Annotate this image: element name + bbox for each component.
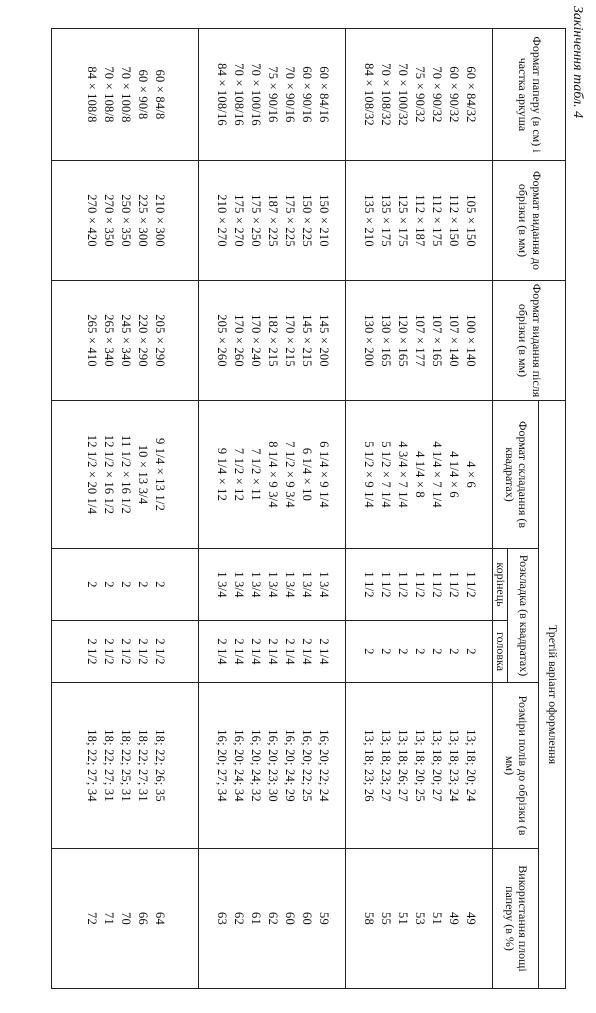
cell-line: 2 [429, 648, 444, 655]
cell-line: 2 1/4 [214, 638, 229, 665]
cell-line: 72 [84, 912, 99, 925]
cell-line: 100 × 140 [463, 314, 478, 367]
cell-line: 18; 22; 25; 31 [118, 729, 133, 802]
cell-line: 120 × 165 [395, 314, 410, 367]
cell-line: 135 × 210 [361, 194, 376, 247]
header-paper-usage: Використання площі паперу (в %) [493, 849, 539, 989]
cell-line: 16; 20; 24; 32 [248, 729, 263, 802]
cell-line: 4 1/4 × 6 [446, 451, 461, 498]
cell-line: 2 [152, 581, 167, 588]
cell-line: 1 3/4 [299, 571, 314, 598]
cell-line: 60 × 90/32 [446, 66, 461, 123]
cell-line: 13; 18; 23; 27 [378, 729, 393, 802]
cell-line: 1 1/2 [361, 571, 376, 598]
cell-line: 2 [101, 581, 116, 588]
cell-line: 112 × 150 [446, 194, 461, 247]
cell-line: 60 × 84/16 [316, 66, 331, 123]
cell-line: 2 1/4 [299, 638, 314, 665]
cell-line: 84 × 108/16 [214, 63, 229, 126]
cell-fold-format [199, 401, 346, 549]
cell-line: 135 × 175 [378, 194, 393, 247]
cell-paper-format [346, 29, 493, 161]
cell-line: 70 × 90/16 [282, 66, 297, 123]
cell-line: 130 × 200 [361, 314, 376, 367]
cell-line: 12 1/2 × 16 1/2 [101, 434, 116, 515]
cell-spine [52, 549, 199, 621]
cell-margins [52, 683, 199, 849]
cell-line: 2 [84, 581, 99, 588]
cell-line: 250 × 350 [118, 194, 133, 247]
cell-line: 16; 20; 22; 24 [316, 729, 331, 802]
cell-line: 2 [446, 648, 461, 655]
cell-line: 1 3/4 [231, 571, 246, 598]
cell-line: 84 × 108/8 [84, 66, 99, 123]
cell-line: 70 × 100/32 [395, 63, 410, 126]
cell-line: 2 [463, 648, 478, 655]
header-fold-format: Формат складання (в квадратах) [493, 401, 539, 549]
cell-line: 1 1/2 [412, 571, 427, 598]
table-body [52, 29, 493, 989]
cell-line: 2 [361, 648, 376, 655]
cell-line: 7 1/2 × 11 [248, 448, 263, 501]
cell-line: 107 × 165 [429, 314, 444, 367]
cell-paper-usage [52, 849, 199, 989]
cell-line: 107 × 177 [412, 314, 427, 367]
cell-line: 13; 18; 26; 27 [395, 729, 410, 802]
cell-fold-format [52, 401, 199, 549]
cell-line: 66 [135, 912, 150, 925]
cell-line: 2 [378, 648, 393, 655]
cell-line: 112 × 187 [412, 194, 427, 247]
cell-line: 1 1/2 [429, 571, 444, 598]
cell-line: 175 × 225 [282, 194, 297, 247]
cell-line: 16; 20; 22; 25 [299, 729, 314, 802]
cell-line: 175 × 270 [231, 194, 246, 247]
cell-line: 49 [463, 912, 478, 925]
cell-line: 4 1/4 × 7 1/4 [429, 441, 444, 508]
cell-line: 60 × 84/8 [152, 69, 167, 120]
cell-format-before-trim [52, 161, 199, 281]
cell-line: 4 3/4 × 7 1/4 [395, 441, 410, 508]
cell-paper-usage [346, 849, 493, 989]
cell-line: 2 1/4 [282, 638, 297, 665]
cell-line: 64 [152, 912, 167, 925]
cell-line: 105 × 150 [463, 194, 478, 247]
cell-line: 2 1/4 [316, 638, 331, 665]
cell-line: 13; 18; 23; 24 [446, 729, 461, 802]
cell-line: 130 × 165 [378, 314, 393, 367]
cell-line: 1 1/2 [446, 571, 461, 598]
cell-line: 125 × 175 [395, 194, 410, 247]
cell-line: 2 [395, 648, 410, 655]
cell-line: 70 × 100/8 [118, 66, 133, 123]
cell-line: 205 × 290 [152, 314, 167, 367]
cell-line: 210 × 300 [152, 194, 167, 247]
cell-line: 60 [299, 912, 314, 925]
cell-line: 18; 22; 27; 31 [101, 729, 116, 802]
cell-line: 150 × 225 [299, 194, 314, 247]
cell-line: 53 [412, 912, 427, 925]
cell-format-before-trim [199, 161, 346, 281]
header-paper-format: Формат паперу (в см) і частка аркуша [493, 29, 566, 161]
cell-line: 63 [214, 912, 229, 925]
data-table [51, 28, 566, 989]
cell-line: 2 1/2 [135, 638, 150, 665]
cell-line: 145 × 215 [299, 314, 314, 367]
cell-line: 5 1/2 × 9 1/4 [361, 441, 376, 508]
cell-line: 75 × 90/32 [412, 66, 427, 123]
cell-line: 16; 20; 27; 34 [214, 729, 229, 802]
cell-line: 182 × 215 [265, 314, 280, 367]
header-format-after-trim: Формат видання після обрізки (в мм) [493, 281, 566, 401]
cell-line: 225 × 300 [135, 194, 150, 247]
cell-line: 270 × 420 [84, 194, 99, 247]
cell-head [199, 621, 346, 683]
cell-line: 112 × 175 [429, 194, 444, 247]
cell-line: 187 × 225 [265, 194, 280, 247]
cell-line: 70 × 100/16 [248, 63, 263, 126]
cell-line: 7 1/2 × 9 3/4 [282, 441, 297, 508]
rotated-table-wrapper [51, 28, 566, 988]
cell-line: 18; 22; 27; 31 [135, 729, 150, 802]
cell-line: 2 1/2 [152, 638, 167, 665]
cell-line: 145 × 200 [316, 314, 331, 367]
cell-line: 18; 22; 27; 34 [84, 729, 99, 802]
cell-line: 5 1/2 × 7 1/4 [378, 441, 393, 508]
cell-line: 1 1/2 [378, 571, 393, 598]
cell-line: 1 3/4 [265, 571, 280, 598]
cell-line: 13; 18; 20; 24 [463, 729, 478, 802]
cell-line: 220 × 290 [135, 314, 150, 367]
cell-line: 7 1/2 × 12 [231, 447, 246, 502]
cell-line: 60 × 90/16 [299, 66, 314, 123]
table-row-group [52, 29, 199, 989]
cell-line: 2 1/2 [101, 638, 116, 665]
cell-line: 84 × 108/32 [361, 63, 376, 126]
cell-line: 51 [395, 912, 410, 925]
cell-line: 2 [135, 581, 150, 588]
cell-paper-usage [199, 849, 346, 989]
cell-head [52, 621, 199, 683]
cell-format-after-trim [199, 281, 346, 401]
header-spine: корінець [493, 549, 508, 621]
cell-line: 13; 18; 23; 26 [361, 729, 376, 802]
cell-line: 60 [282, 912, 297, 925]
cell-paper-format [199, 29, 346, 161]
cell-line: 170 × 260 [231, 314, 246, 367]
cell-line: 2 1/4 [231, 638, 246, 665]
cell-line: 12 1/2 × 20 1/4 [84, 434, 99, 515]
cell-line: 61 [248, 912, 263, 925]
cell-line: 175 × 250 [248, 194, 263, 247]
cell-format-after-trim [346, 281, 493, 401]
cell-line: 75 × 90/16 [265, 66, 280, 123]
cell-line: 2 1/4 [248, 638, 263, 665]
cell-line: 1 1/2 [395, 571, 410, 598]
cell-line: 60 × 90/8 [135, 69, 150, 120]
cell-line: 18; 22; 26; 35 [152, 729, 167, 802]
cell-line: 2 1/4 [265, 638, 280, 665]
table-row-group [199, 29, 346, 989]
header-margins: Розміри полів до обрізки (в мм) [493, 683, 539, 849]
cell-line: 6 1/4 × 10 [299, 447, 314, 502]
cell-line: 70 × 108/32 [378, 63, 393, 126]
cell-paper-format [52, 29, 199, 161]
cell-line: 9 1/4 × 12 [214, 447, 229, 502]
header-format-before-trim: Формат видання до обрізки (в мм) [493, 161, 566, 281]
cell-line: 2 1/2 [118, 638, 133, 665]
cell-line: 107 × 140 [446, 314, 461, 367]
cell-line: 11 1/2 × 16 1/2 [118, 434, 133, 515]
cell-line: 205 × 260 [214, 314, 229, 367]
cell-spine [199, 549, 346, 621]
cell-line: 70 × 108/8 [101, 66, 116, 123]
cell-line: 6 1/4 × 9 1/4 [316, 441, 331, 508]
cell-line: 70 × 90/32 [429, 66, 444, 123]
cell-line: 2 1/2 [84, 638, 99, 665]
cell-line: 2 [412, 648, 427, 655]
cell-line: 51 [429, 912, 444, 925]
cell-line: 60 × 84/32 [463, 66, 478, 123]
cell-line: 70 × 108/16 [231, 63, 246, 126]
cell-line: 150 × 210 [316, 194, 331, 247]
cell-line: 8 1/4 × 9 3/4 [265, 441, 280, 508]
cell-line: 265 × 340 [101, 314, 116, 367]
cell-fold-format [346, 401, 493, 549]
cell-line: 62 [265, 912, 280, 925]
cell-line: 9 1/4 × 13 1/2 [152, 437, 167, 512]
table-row-group [346, 29, 493, 989]
cell-line: 1 3/4 [316, 571, 331, 598]
cell-line: 59 [316, 912, 331, 925]
cell-line: 16; 20; 24; 34 [231, 729, 246, 802]
cell-head [346, 621, 493, 683]
cell-format-after-trim [52, 281, 199, 401]
header-third-variant: Третій варіант оформлення [539, 401, 566, 989]
cell-spine [346, 549, 493, 621]
cell-line: 16; 20; 24; 29 [282, 729, 297, 802]
cell-line: 210 × 270 [214, 194, 229, 247]
cell-line: 245 × 340 [118, 314, 133, 367]
cell-line: 49 [446, 912, 461, 925]
cell-line: 170 × 240 [248, 314, 263, 367]
cell-line: 1 3/4 [282, 571, 297, 598]
cell-line: 1 3/4 [248, 571, 263, 598]
cell-line: 70 [118, 912, 133, 925]
cell-line: 1 3/4 [214, 571, 229, 598]
cell-line: 62 [231, 912, 246, 925]
cell-line: 1 1/2 [463, 571, 478, 598]
header-head: головка [493, 621, 508, 683]
cell-line: 4 × 6 [463, 461, 478, 488]
cell-line: 16; 20; 23; 30 [265, 729, 280, 802]
cell-line: 10 × 13 3/4 [135, 444, 150, 505]
cell-line: 2 [118, 581, 133, 588]
table-header [493, 29, 566, 989]
cell-format-before-trim [346, 161, 493, 281]
cell-line: 170 × 215 [282, 314, 297, 367]
cell-margins [346, 683, 493, 849]
header-layout: Розкладка (в квадратах) [508, 549, 539, 683]
cell-line: 58 [361, 912, 376, 925]
cell-line: 71 [101, 912, 116, 925]
cell-margins [199, 683, 346, 849]
cell-line: 270 × 350 [101, 194, 116, 247]
cell-line: 13; 18; 20; 25 [412, 729, 427, 802]
cell-line: 13; 18; 20; 27 [429, 729, 444, 802]
cell-line: 4 1/4 × 8 [412, 451, 427, 498]
cell-line: 55 [378, 912, 393, 925]
table-caption: Закінчення табл. 4 [570, 6, 585, 119]
cell-line: 265 × 410 [84, 314, 99, 367]
